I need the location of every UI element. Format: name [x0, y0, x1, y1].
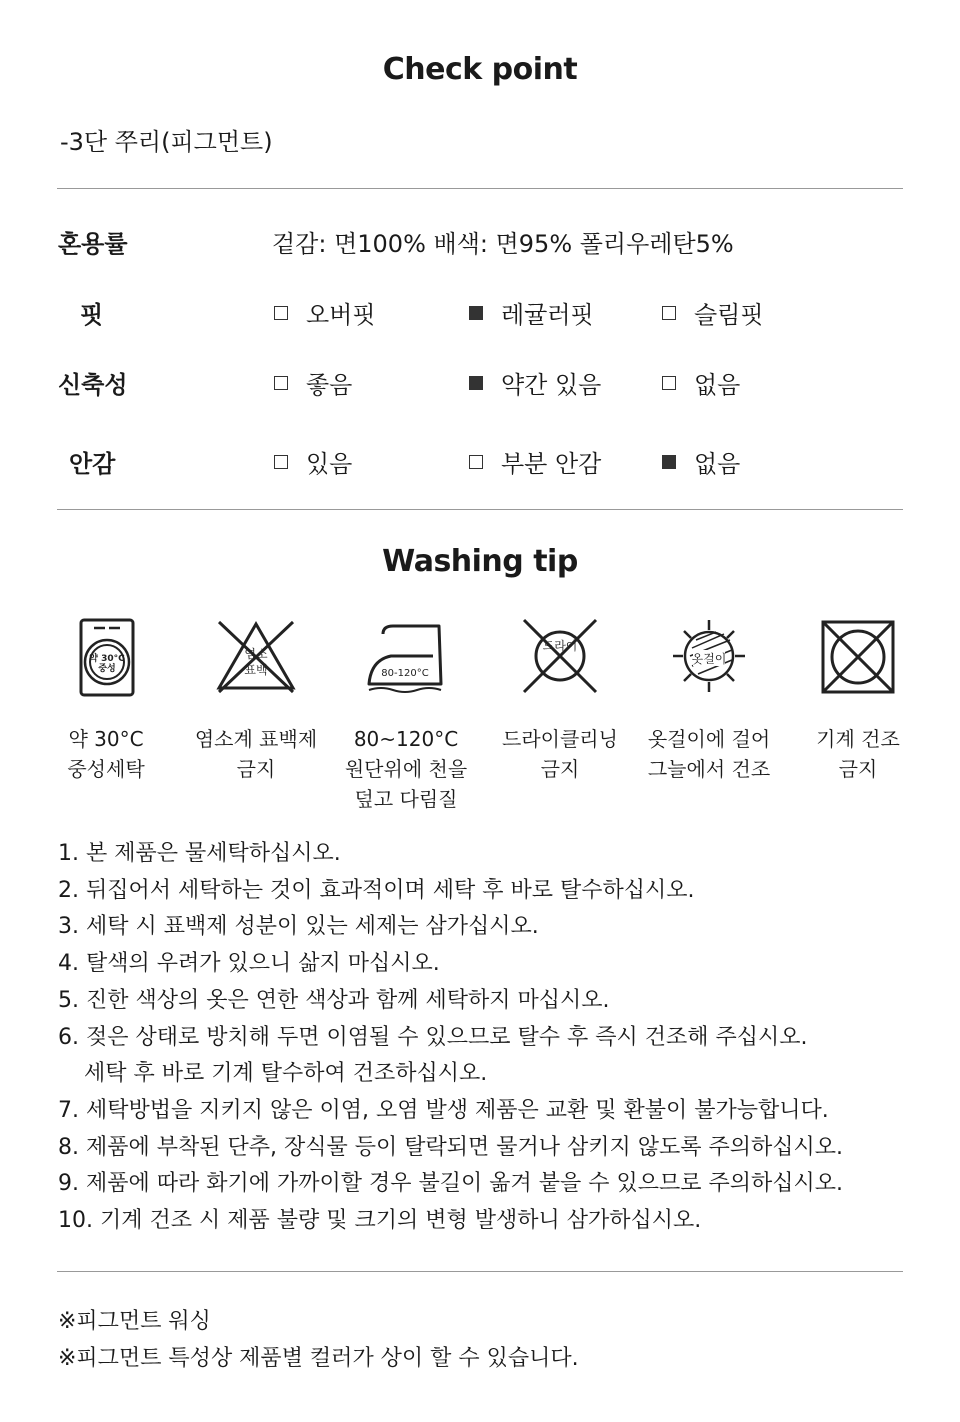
composition-value: 겉감: 면100% 배색: 면95% 폴리우레탄5%: [272, 230, 734, 258]
wash-caption: 금지: [838, 757, 878, 781]
checkbox-icon: [274, 306, 288, 320]
stretch-option-label: 좋음: [306, 371, 353, 399]
fit-option-slim: [662, 295, 764, 330]
no-bleach-icon: [211, 612, 301, 698]
wash-caption: 금지: [540, 757, 580, 781]
wash-caption: 옷걸이에 걸어: [647, 727, 771, 751]
divider-middle: [57, 509, 903, 510]
bleach-badge-text: 표백: [244, 663, 268, 677]
footer-note-color: ※피그먼트 특성상 제품별 컬러가 상이 할 수 있습니다.: [58, 1346, 579, 1371]
wash-item-hangdry: [634, 612, 784, 784]
footer-note-pigment: ※피그먼트 워싱: [58, 1309, 211, 1334]
hang-dry-shade-icon: [664, 612, 754, 698]
lining-option-yes: [274, 444, 352, 479]
checkbox-icon: [469, 376, 483, 390]
wash-caption: 80~120°C: [353, 727, 459, 751]
lining-option-label: 있음: [306, 450, 353, 478]
care-note: 9. 제품에 따라 화기에 가까이할 경우 불길이 옮겨 붙을 수 있으므로 주의하십시오.: [58, 1171, 843, 1197]
checkbox-icon: [662, 306, 676, 320]
hangdry-badge-text: 옷걸이: [691, 652, 727, 666]
wash-item-bleach: [181, 612, 331, 784]
stretch-option-none: [662, 365, 740, 400]
wash-item-iron: [331, 612, 481, 814]
care-notes-list: [58, 836, 843, 1240]
checkbox-icon: [469, 455, 483, 469]
lining-option-partial: [469, 444, 601, 479]
lining-option-none: [662, 444, 740, 479]
wash-caption: 원단위에 천을: [344, 757, 468, 781]
wash-caption: 덮고 다림질: [354, 787, 458, 811]
fit-option-label: 오버핏: [306, 301, 376, 329]
wash-item-tumble: [783, 612, 933, 784]
lining-option-label: 없음: [694, 450, 741, 478]
wash-badge-text: 중성: [98, 664, 116, 674]
fit-option-label: 슬림핏: [694, 301, 764, 329]
checkbox-icon: [274, 376, 288, 390]
checkbox-icon: [274, 455, 288, 469]
iron-badge-text: 80-120°C: [381, 668, 429, 679]
stretch-option-label: 약간 있음: [501, 371, 602, 399]
stretch-option-some: [469, 365, 601, 400]
wash-caption: 금지: [236, 757, 276, 781]
composition-label: 혼용률: [58, 230, 128, 258]
no-dry-clean-icon: [515, 612, 605, 698]
check-point-title: Check point: [382, 52, 578, 87]
care-note: 10. 기계 건조 시 제품 불량 및 크기의 변형 발생하니 삼가하십시오.: [58, 1208, 702, 1234]
care-note: 3. 세탁 시 표백제 성분이 있는 세제는 삼가십시오.: [58, 914, 539, 940]
stretch-option-label: 없음: [694, 371, 741, 399]
care-note: 8. 제품에 부착된 단추, 장식물 등이 탈락되면 물거나 삼키지 않도록 주의하십시오.: [58, 1134, 843, 1160]
washing-tip-title: Washing tip: [382, 544, 578, 579]
lining-label: 안감: [69, 450, 116, 478]
lining-option-label: 부분 안감: [501, 450, 602, 478]
wash-caption: 기계 건조: [816, 727, 900, 751]
no-tumble-dry-icon: [813, 612, 903, 698]
checkbox-icon: [662, 376, 676, 390]
fit-option-label: 레귤러핏: [501, 301, 594, 329]
wash-badge-text: 약 30°C: [89, 654, 125, 664]
care-note: 5. 진한 색상의 옷은 연한 색상과 함께 세탁하지 마십시오.: [58, 987, 610, 1013]
washing-machine-icon: [61, 612, 151, 698]
care-note: 2. 뒤집어서 세탁하는 것이 효과적이며 세탁 후 바로 탈수하십시오.: [58, 877, 695, 903]
care-note: 7. 세탁방법을 지키지 않은 이염, 오염 발생 제품은 교환 및 환불이 불가능합니다.: [58, 1097, 829, 1123]
stretch-option-good: [274, 365, 352, 400]
wash-caption: 염소계 표백제: [194, 727, 318, 751]
checkbox-icon: [469, 306, 483, 320]
care-note-continuation: 세탁 후 바로 기계 탈수하여 건조하십시오.: [84, 1061, 488, 1087]
stretch-label: 신축성: [58, 371, 128, 399]
care-note: 1. 본 제품은 물세탁하십시오.: [58, 841, 341, 866]
product-subtitle: -3단 쭈리(피그먼트): [60, 128, 273, 156]
wash-caption: 중성세탁: [67, 757, 145, 781]
fit-label: 핏: [80, 301, 104, 329]
divider-top: [57, 188, 903, 189]
wash-caption: 드라이클리닝: [502, 727, 618, 751]
fit-option-regular: [469, 295, 594, 330]
fit-option-over: [274, 295, 376, 330]
care-note: 4. 탈색의 우려가 있으니 삶지 마십시오.: [58, 951, 440, 977]
checkbox-icon: [662, 455, 676, 469]
bleach-badge-text: 염소: [244, 647, 268, 661]
divider-bottom: [57, 1271, 903, 1272]
iron-icon: [361, 612, 451, 698]
wash-item-dryclean: [485, 612, 635, 784]
dryclean-badge-text: 드라이: [542, 639, 578, 653]
care-note: 6. 젖은 상태로 방치해 두면 이염될 수 있으므로 탈수 후 즉시 건조해 주십시오.: [58, 1024, 808, 1050]
wash-caption: 약 30°C: [68, 727, 144, 751]
wash-caption: 그늘에서 건조: [647, 757, 771, 781]
wash-item-machine: [31, 612, 181, 784]
